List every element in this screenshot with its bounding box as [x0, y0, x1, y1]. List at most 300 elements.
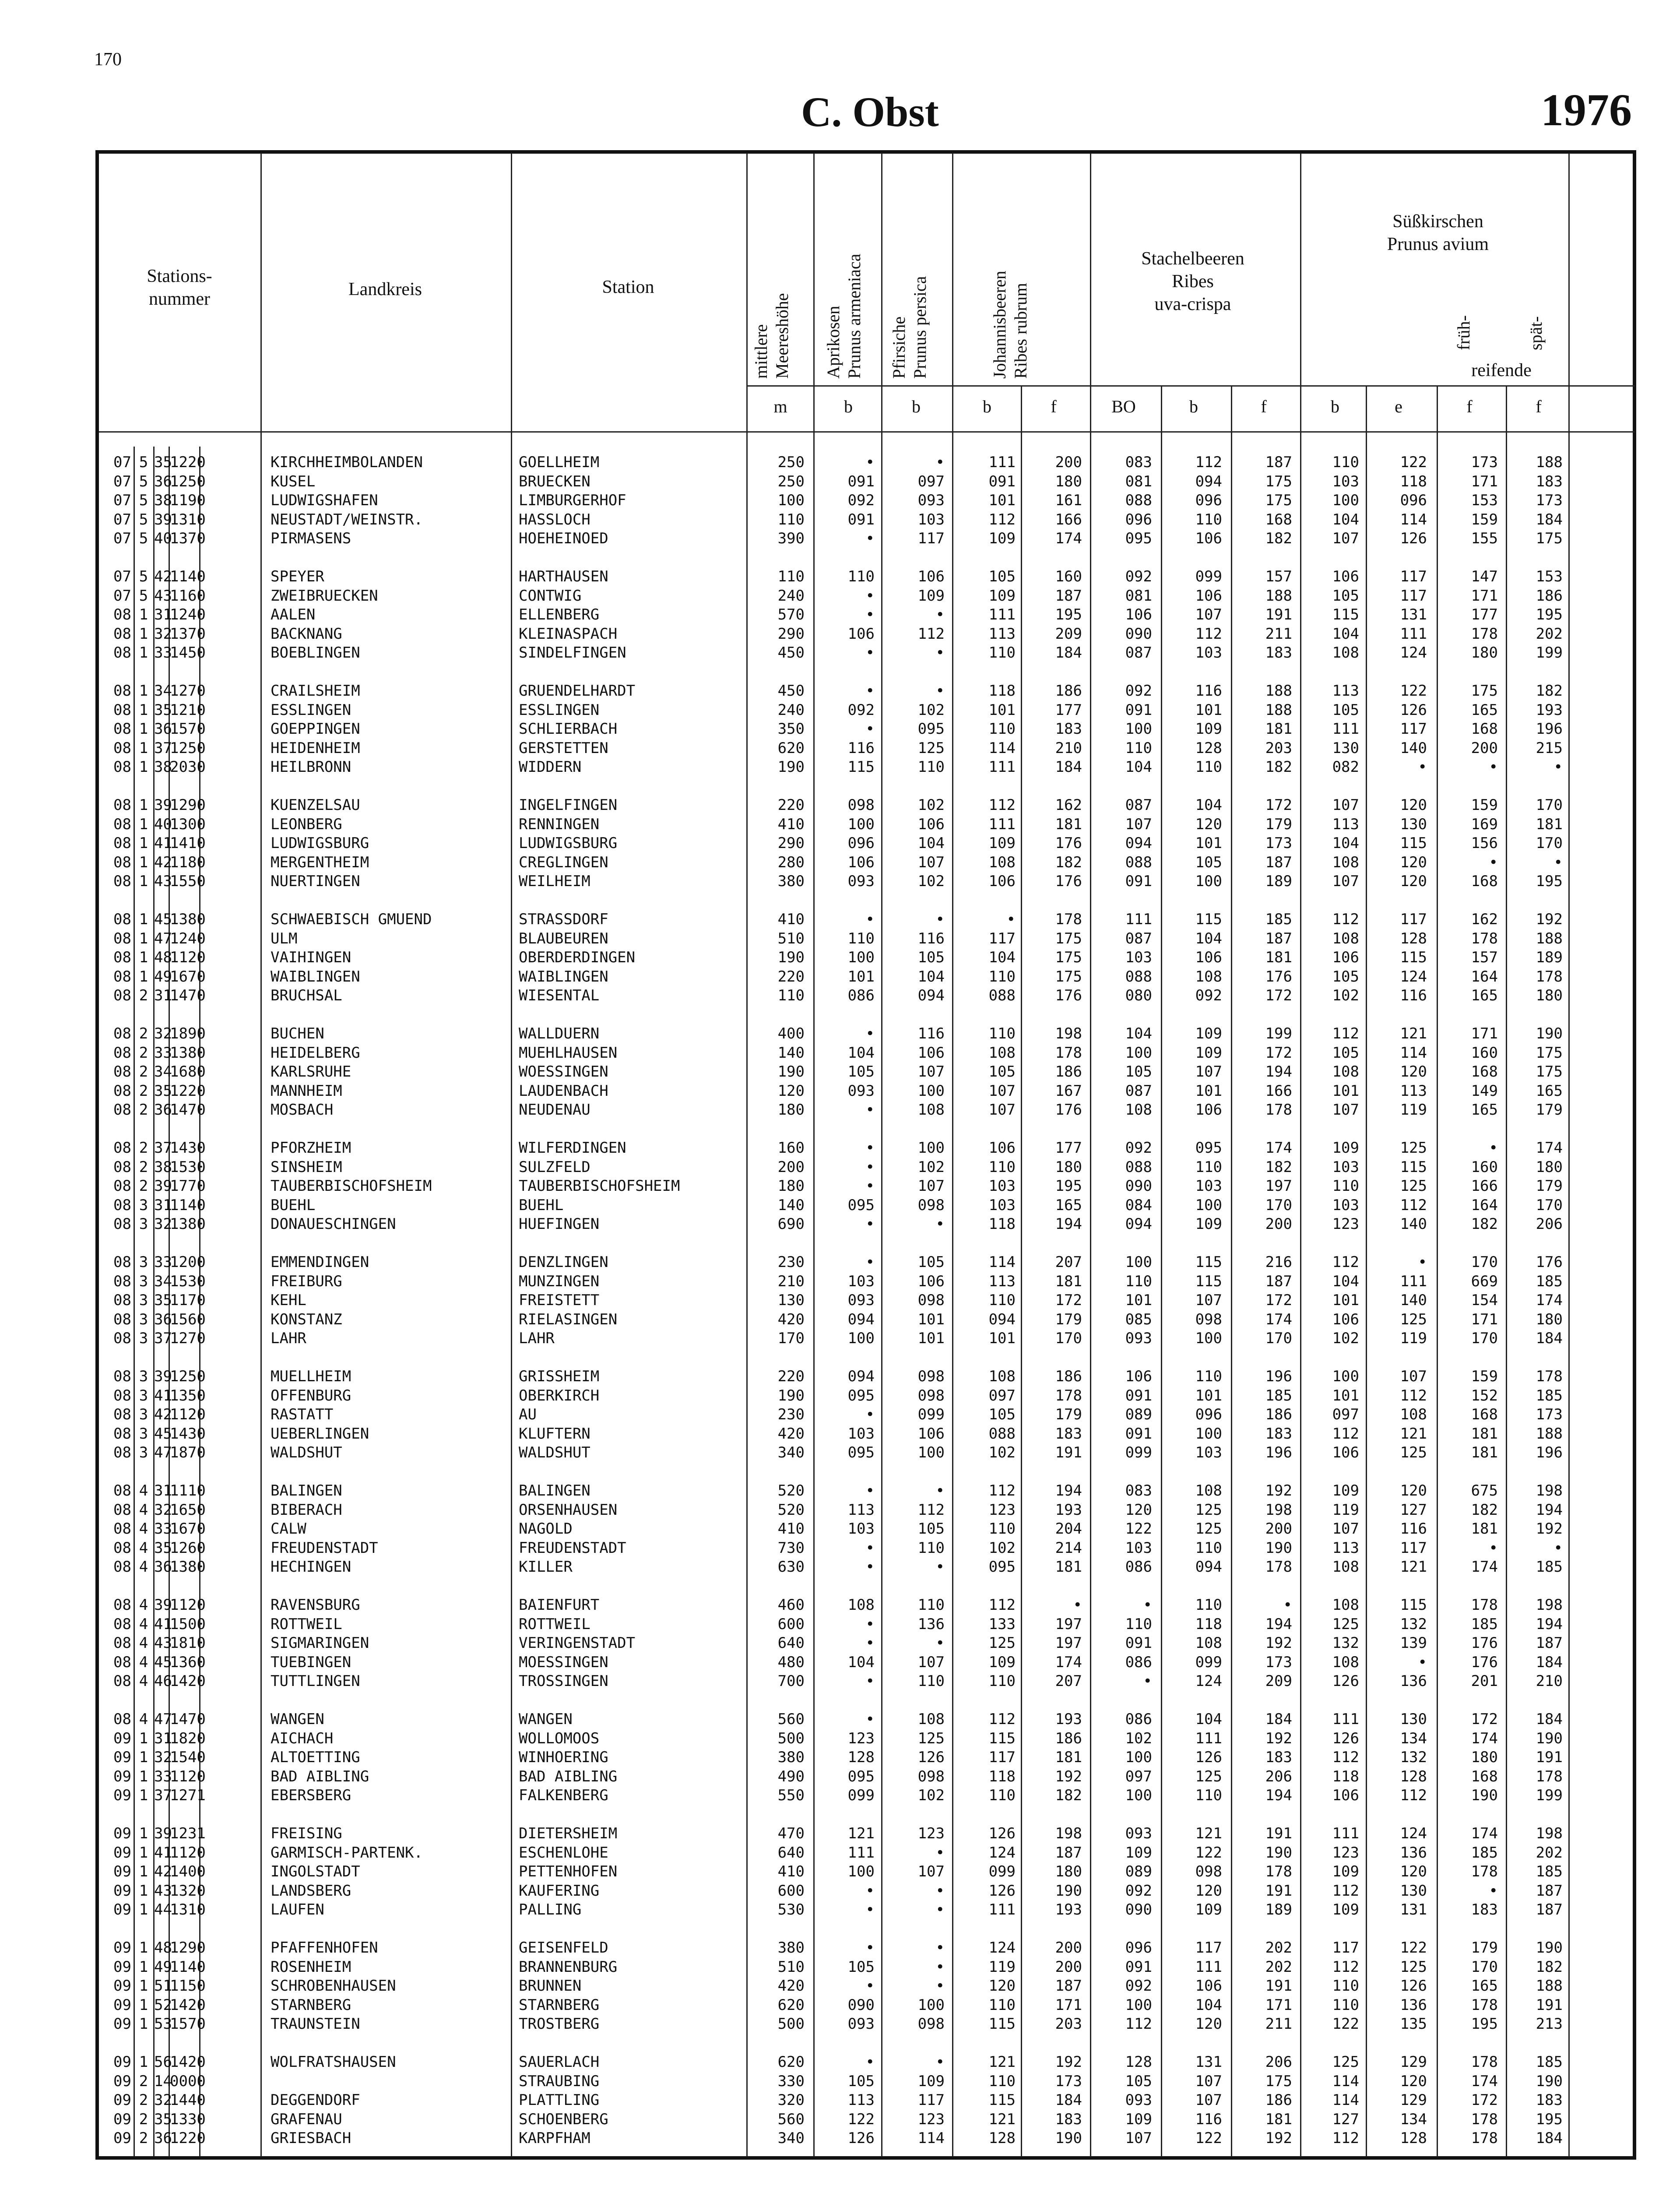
cell-kirschen-b: 127 [1332, 2110, 1359, 2128]
cell-kirschen-e: 125 [1400, 1177, 1427, 1195]
cell-fruehkirschen-f: 178 [1471, 625, 1498, 643]
cell-stachelbeeren-bo: 104 [1125, 758, 1152, 776]
cell-station: WOLLOMOOS [519, 1729, 600, 1747]
cell-nummer: 1360 [170, 1653, 206, 1671]
cell-stachelbeeren-bo: 107 [1125, 815, 1152, 833]
cell-stachelbeeren-f: 182 [1265, 530, 1292, 548]
cell-nummer: 1220 [170, 454, 206, 471]
cell-kirschen-b: 106 [1332, 949, 1359, 967]
cell-landkreis: OFFENBURG [271, 1387, 351, 1404]
cell-pfirsiche: 109 [917, 587, 945, 605]
cell-kreis: 37 [154, 739, 172, 757]
cell-fruehkirschen-f: 178 [1471, 1863, 1498, 1881]
cell-landkreis: BRUCHSAL [271, 987, 342, 1005]
cell-spaetkirschen-f: 185 [1536, 1387, 1563, 1404]
cell-fruehkirschen-f: 178 [1471, 1596, 1498, 1614]
cell-johannisbeeren: 104 [988, 949, 1016, 967]
cell-nummer: 1420 [170, 2053, 206, 2071]
cell-kirschen-b: 113 [1332, 682, 1359, 700]
cell-pfirsiche: 100 [917, 1082, 945, 1100]
cell-johannisbeeren: 117 [988, 1749, 1016, 1767]
cell-aprikosen: • [865, 1253, 875, 1271]
table-row [0, 1615, 1680, 1634]
cell-station: WOESSINGEN [519, 1063, 608, 1081]
cell-johannisbeeren-f: 182 [1055, 853, 1082, 871]
cell-stachelbeeren-b: 105 [1195, 853, 1222, 871]
cell-kreis: 31 [154, 606, 172, 624]
header-stachelbeeren: Stachelbeeren Ribes uva-crispa [1141, 249, 1244, 314]
cell-bezirk: 1 [139, 720, 148, 738]
cell-kreis: 31 [154, 1729, 172, 1747]
cell-johannisbeeren-f: 198 [1055, 1825, 1082, 1842]
cell-landkreis: RASTATT [271, 1406, 334, 1424]
cell-stachelbeeren-f: 185 [1265, 1387, 1292, 1404]
cell-landkreis: FREUDENSTADT [271, 1539, 378, 1557]
cell-kreis: 32 [154, 1749, 172, 1767]
cell-station: KARPFHAM [519, 2129, 590, 2147]
cell-hoehe: 460 [777, 1596, 805, 1614]
cell-kirschen-b: 108 [1332, 853, 1359, 871]
cell-landkreis: PFORZHEIM [271, 1139, 351, 1157]
cell-stachelbeeren-b: 100 [1195, 1425, 1222, 1443]
cell-johannisbeeren: 112 [988, 1710, 1016, 1728]
cell-spaetkirschen-f: 178 [1536, 968, 1563, 985]
cell-stachelbeeren-bo: 105 [1125, 1063, 1152, 1081]
cell-bezirk: 2 [139, 987, 148, 1005]
cell-johannisbeeren: 088 [988, 1425, 1016, 1443]
cell-johannisbeeren: 111 [988, 1901, 1016, 1919]
cell-kirschen-e: 119 [1400, 1101, 1427, 1119]
cell-johannisbeeren-f: 181 [1055, 1272, 1082, 1290]
cell-spaetkirschen-f: 182 [1536, 682, 1563, 700]
cell-bezirk: 2 [139, 1177, 148, 1195]
cell-landkreis: TUEBINGEN [271, 1653, 351, 1671]
cell-johannisbeeren: 114 [988, 1253, 1016, 1271]
cell-bezirk: 3 [139, 1196, 148, 1214]
cell-landkreis: BUCHEN [271, 1025, 324, 1042]
cell-fruehkirschen-f: 190 [1471, 1787, 1498, 1805]
cell-stachelbeeren-bo: 093 [1125, 1330, 1152, 1348]
row-rule [746, 431, 1568, 433]
cell-pfirsiche: 107 [917, 1063, 945, 1081]
cell-spaetkirschen-f: 183 [1536, 2091, 1563, 2109]
cell-johannisbeeren: 111 [988, 606, 1016, 624]
cell-station: MUEHLHAUSEN [519, 1044, 618, 1062]
table-row [0, 472, 1680, 491]
cell-station: SAUERLACH [519, 2053, 600, 2071]
cell-stachelbeeren-b: 128 [1195, 739, 1222, 757]
cell-johannisbeeren: 111 [988, 758, 1016, 776]
cell-landkreis: LUDWIGSBURG [271, 834, 369, 852]
cell-stachelbeeren-bo: 090 [1125, 1177, 1152, 1195]
cell-aprikosen: 091 [847, 510, 875, 528]
cell-spaetkirschen-f: 184 [1536, 1330, 1563, 1348]
cell-kirschen-e: 139 [1400, 1634, 1427, 1652]
cell-aprikosen: 095 [847, 1196, 875, 1214]
cell-johannisbeeren-f: 187 [1055, 587, 1082, 605]
cell-bezirk: 4 [139, 1482, 148, 1499]
page-title: C. Obst [801, 88, 939, 135]
cell-stachelbeeren-f: 178 [1265, 1558, 1292, 1576]
cell-land: 08 [113, 606, 131, 624]
cell-johannisbeeren-f: 165 [1055, 1196, 1082, 1214]
cell-hoehe: 700 [777, 1672, 805, 1690]
table-row [0, 1653, 1680, 1672]
cell-bezirk: 1 [139, 911, 148, 928]
cell-fruehkirschen-f: 174 [1471, 1558, 1498, 1576]
cell-johannisbeeren-f: 184 [1055, 758, 1082, 776]
cell-bezirk: 5 [139, 568, 148, 585]
cell-hoehe: 480 [777, 1653, 805, 1671]
cell-station: GRUENDELHARDT [519, 682, 636, 700]
cell-kirschen-e: 115 [1400, 834, 1427, 852]
cell-spaetkirschen-f: 180 [1536, 987, 1563, 1005]
cell-stachelbeeren-bo: 100 [1125, 1996, 1152, 2014]
cell-stachelbeeren-f: 211 [1265, 625, 1292, 643]
cell-landkreis: KUENZELSAU [271, 796, 360, 814]
cell-kirschen-b: 108 [1332, 644, 1359, 662]
cell-land: 09 [113, 2053, 131, 2071]
cell-kreis: 45 [154, 1653, 172, 1671]
unit-b: b [844, 397, 853, 416]
cell-johannisbeeren-f: 184 [1055, 644, 1082, 662]
table-row [0, 1482, 1680, 1500]
cell-stachelbeeren-b: 111 [1195, 1958, 1222, 1976]
cell-landkreis: WANGEN [271, 1710, 324, 1728]
cell-johannisbeeren: 095 [988, 1558, 1016, 1576]
cell-kirschen-e: 140 [1400, 1215, 1427, 1233]
cell-spaetkirschen-f: 183 [1536, 472, 1563, 490]
cell-spaetkirschen-f: 179 [1536, 1177, 1563, 1195]
cell-kreis: 36 [154, 2129, 172, 2147]
cell-land: 07 [113, 454, 131, 471]
cell-land: 08 [113, 1292, 131, 1309]
table-row [0, 2091, 1680, 2110]
cell-spaetkirschen-f: 192 [1536, 911, 1563, 928]
cell-nummer: 1810 [170, 1634, 206, 1652]
cell-pfirsiche: 101 [917, 1330, 945, 1348]
cell-hoehe: 570 [777, 606, 805, 624]
cell-nummer: 1370 [170, 625, 206, 643]
cell-johannisbeeren: 111 [988, 454, 1016, 471]
cell-hoehe: 110 [777, 987, 805, 1005]
cell-land: 08 [113, 1253, 131, 1271]
cell-johannisbeeren-f: 174 [1055, 530, 1082, 548]
cell-stachelbeeren-b: 096 [1195, 492, 1222, 510]
cell-kirschen-b: 112 [1332, 1749, 1359, 1767]
cell-spaetkirschen-f: 180 [1536, 1310, 1563, 1328]
cell-landkreis: NUERTINGEN [271, 873, 360, 890]
cell-hoehe: 170 [777, 1330, 805, 1348]
table-row [0, 1253, 1680, 1272]
cell-stachelbeeren-bo: • [1143, 1672, 1152, 1690]
cell-station: BLAUBEUREN [519, 929, 608, 947]
cell-johannisbeeren-f: 178 [1055, 911, 1082, 928]
cell-stachelbeeren-b: 110 [1195, 1539, 1222, 1557]
cell-stachelbeeren-bo: 083 [1125, 454, 1152, 471]
cell-pfirsiche: 110 [917, 758, 945, 776]
cell-johannisbeeren-f: 195 [1055, 606, 1082, 624]
cell-spaetkirschen-f: 190 [1536, 1025, 1563, 1042]
cell-land: 08 [113, 796, 131, 814]
cell-spaetkirschen-f: 196 [1536, 720, 1563, 738]
cell-kirschen-e: 121 [1400, 1425, 1427, 1443]
cell-stachelbeeren-b: 099 [1195, 568, 1222, 585]
cell-spaetkirschen-f: 206 [1536, 1215, 1563, 1233]
table-row [0, 1196, 1680, 1215]
cell-kreis: 35 [154, 1539, 172, 1557]
cell-pfirsiche: • [935, 1939, 945, 1957]
cell-station: LIMBURGERHOF [519, 492, 626, 510]
cell-pfirsiche: • [935, 2053, 945, 2071]
cell-station: FREISTETT [519, 1292, 600, 1309]
cell-pfirsiche: 102 [917, 1158, 945, 1176]
cell-hoehe: 290 [777, 625, 805, 643]
cell-stachelbeeren-b: 100 [1195, 873, 1222, 890]
cell-fruehkirschen-f: 174 [1471, 1825, 1498, 1842]
cell-spaetkirschen-f: 184 [1536, 1710, 1563, 1728]
cell-aprikosen: 104 [847, 1044, 875, 1062]
cell-pfirsiche: 097 [917, 472, 945, 490]
cell-kirschen-b: 123 [1332, 1844, 1359, 1862]
cell-stachelbeeren-f: 182 [1265, 1158, 1292, 1176]
unit-f: f [1051, 397, 1057, 416]
cell-fruehkirschen-f: 159 [1471, 796, 1498, 814]
cell-kirschen-e: 132 [1400, 1749, 1427, 1767]
cell-land: 09 [113, 1901, 131, 1919]
cell-stachelbeeren-b: 121 [1195, 1825, 1222, 1842]
cell-fruehkirschen-f: 171 [1471, 1310, 1498, 1328]
cell-fruehkirschen-f: 157 [1471, 949, 1498, 967]
cell-johannisbeeren-f: 194 [1055, 1482, 1082, 1499]
cell-pfirsiche: 102 [917, 796, 945, 814]
cell-johannisbeeren-f: 194 [1055, 1215, 1082, 1233]
cell-stachelbeeren-b: 101 [1195, 701, 1222, 719]
cell-nummer: 1540 [170, 1749, 206, 1767]
cell-kirschen-b: 106 [1332, 1444, 1359, 1462]
cell-landkreis: EMMENDINGEN [271, 1253, 369, 1271]
cell-johannisbeeren-f: 184 [1055, 2091, 1082, 2109]
cell-hoehe: 520 [777, 1501, 805, 1519]
cell-fruehkirschen-f: 200 [1471, 739, 1498, 757]
cell-johannisbeeren: 088 [988, 987, 1016, 1005]
cell-land: 08 [113, 1425, 131, 1443]
cell-johannisbeeren-f: 177 [1055, 1139, 1082, 1157]
cell-kirschen-b: 108 [1332, 1558, 1359, 1576]
cell-stachelbeeren-bo: 087 [1125, 1082, 1152, 1100]
cell-hoehe: 230 [777, 1253, 805, 1271]
cell-kirschen-b: 104 [1332, 625, 1359, 643]
cell-johannisbeeren: 112 [988, 796, 1016, 814]
cell-station: CREGLINGEN [519, 853, 608, 871]
cell-land: 08 [113, 1082, 131, 1100]
cell-stachelbeeren-b: 100 [1195, 1330, 1222, 1348]
cell-kreis: 39 [154, 1177, 172, 1195]
cell-hoehe: 390 [777, 530, 805, 548]
table-row [0, 2015, 1680, 2034]
cell-johannisbeeren: 099 [988, 1863, 1016, 1881]
cell-stachelbeeren-f: 178 [1265, 1863, 1292, 1881]
cell-fruehkirschen-f: 185 [1471, 1615, 1498, 1633]
cell-landkreis: ESSLINGEN [271, 701, 351, 719]
cell-kirschen-e: 126 [1400, 1977, 1427, 1995]
cell-stachelbeeren-f: 191 [1265, 1882, 1292, 1900]
cell-nummer: 1120 [170, 1596, 206, 1614]
cell-kirschen-b: 114 [1332, 2091, 1359, 2109]
cell-spaetkirschen-f: 173 [1536, 492, 1563, 510]
cell-station: GOELLHEIM [519, 454, 600, 471]
cell-aprikosen: 106 [847, 853, 875, 871]
cell-land: 09 [113, 1939, 131, 1957]
cell-spaetkirschen-f: 191 [1536, 1749, 1563, 1767]
cell-aprikosen: • [865, 1539, 875, 1557]
cell-johannisbeeren: 112 [988, 510, 1016, 528]
cell-station: PETTENHOFEN [519, 1863, 618, 1881]
cell-stachelbeeren-bo: 086 [1125, 1710, 1152, 1728]
cell-stachelbeeren-bo: 103 [1125, 949, 1152, 967]
cell-land: 08 [113, 682, 131, 700]
cell-station: WALDSHUT [519, 1444, 590, 1462]
cell-land: 09 [113, 1787, 131, 1805]
cell-nummer: 1310 [170, 1901, 206, 1919]
cell-bezirk: 2 [139, 1082, 148, 1100]
cell-landkreis: ALTOETTING [271, 1749, 360, 1767]
cell-fruehkirschen-f: 178 [1471, 2110, 1498, 2128]
cell-nummer: 1670 [170, 968, 206, 985]
cell-stachelbeeren-b: 098 [1195, 1863, 1222, 1881]
cell-station: BALINGEN [519, 1482, 590, 1499]
cell-hoehe: 340 [777, 1444, 805, 1462]
table-row [0, 510, 1680, 529]
cell-kirschen-b: 132 [1332, 1634, 1359, 1652]
cell-stachelbeeren-bo: 089 [1125, 1406, 1152, 1424]
cell-fruehkirschen-f: 182 [1471, 1215, 1498, 1233]
cell-nummer: 1120 [170, 1767, 206, 1785]
table-row [0, 453, 1680, 472]
cell-nummer: 1200 [170, 1253, 206, 1271]
cell-hoehe: 560 [777, 2110, 805, 2128]
cell-kirschen-b: 112 [1332, 1425, 1359, 1443]
table-row [0, 1900, 1680, 1919]
cell-bezirk: 5 [139, 510, 148, 528]
cell-aprikosen: 086 [847, 987, 875, 1005]
cell-bezirk: 1 [139, 968, 148, 985]
cell-kreis: 44 [154, 1901, 172, 1919]
cell-stachelbeeren-f: 172 [1265, 1292, 1292, 1309]
cell-hoehe: 620 [777, 1996, 805, 2014]
cell-stachelbeeren-b: 110 [1195, 758, 1222, 776]
cell-land: 09 [113, 1882, 131, 1900]
cell-spaetkirschen-f: 195 [1536, 873, 1563, 890]
cell-nummer: 1450 [170, 644, 206, 662]
cell-hoehe: 110 [777, 568, 805, 585]
cell-aprikosen: 110 [847, 929, 875, 947]
cell-nummer: 1180 [170, 853, 206, 871]
cell-bezirk: 1 [139, 1939, 148, 1957]
cell-aprikosen: • [865, 530, 875, 548]
cell-fruehkirschen-f: 173 [1471, 454, 1498, 471]
cell-station: SULZFELD [519, 1158, 590, 1176]
cell-stachelbeeren-f: 172 [1265, 987, 1292, 1005]
unit-b: b [983, 397, 991, 416]
cell-aprikosen: • [865, 587, 875, 605]
cell-bezirk: 1 [139, 1882, 148, 1900]
cell-kirschen-e: 117 [1400, 587, 1427, 605]
cell-kirschen-b: 110 [1332, 1177, 1359, 1195]
cell-landkreis: BACKNANG [271, 625, 342, 643]
cell-hoehe: 340 [777, 2129, 805, 2147]
cell-johannisbeeren-f: 200 [1055, 1958, 1082, 1976]
cell-kirschen-b: 110 [1332, 1977, 1359, 1995]
cell-nummer: 1420 [170, 1996, 206, 2014]
cell-kirschen-e: 140 [1400, 739, 1427, 757]
cell-landkreis: BIBERACH [271, 1501, 342, 1519]
cell-fruehkirschen-f: 149 [1471, 1082, 1498, 1100]
cell-stachelbeeren-f: 192 [1265, 1482, 1292, 1499]
cell-johannisbeeren: 111 [988, 815, 1016, 833]
cell-land: 08 [113, 1272, 131, 1290]
cell-stachelbeeren-f: 170 [1265, 1196, 1292, 1214]
cell-kirschen-e: 130 [1400, 1710, 1427, 1728]
cell-land: 07 [113, 472, 131, 490]
cell-aprikosen: 095 [847, 1387, 875, 1404]
cell-aprikosen: • [865, 1901, 875, 1919]
cell-hoehe: 620 [777, 2053, 805, 2071]
cell-kreis: 43 [154, 1634, 172, 1652]
cell-stachelbeeren-bo: 092 [1125, 1882, 1152, 1900]
cell-kirschen-e: 121 [1400, 1558, 1427, 1576]
cell-aprikosen: 103 [847, 1520, 875, 1538]
cell-stachelbeeren-f: 194 [1265, 1063, 1292, 1081]
cell-bezirk: 1 [139, 1996, 148, 2014]
cell-fruehkirschen-f: 177 [1471, 606, 1498, 624]
cell-johannisbeeren-f: 179 [1055, 1406, 1082, 1424]
cell-pfirsiche: 117 [917, 2091, 945, 2109]
cell-johannisbeeren-f: 175 [1055, 949, 1082, 967]
cell-bezirk: 4 [139, 1653, 148, 1671]
cell-aprikosen: 105 [847, 2072, 875, 2090]
cell-stachelbeeren-b: 110 [1195, 510, 1222, 528]
cell-aprikosen: • [865, 1939, 875, 1957]
cell-spaetkirschen-f: 174 [1536, 1139, 1563, 1157]
cell-kreis: 33 [154, 644, 172, 662]
cell-johannisbeeren-f: 173 [1055, 2072, 1082, 2090]
cell-fruehkirschen-f: 171 [1471, 1025, 1498, 1042]
cell-stachelbeeren-b: 101 [1195, 1387, 1222, 1404]
cell-stachelbeeren-bo: 097 [1125, 1767, 1152, 1785]
cell-hoehe: 120 [777, 1082, 805, 1100]
cell-landkreis: PIRMASENS [271, 530, 351, 548]
cell-stachelbeeren-f: 174 [1265, 1310, 1292, 1328]
cell-fruehkirschen-f: 181 [1471, 1425, 1498, 1443]
cell-aprikosen: 104 [847, 1653, 875, 1671]
cell-hoehe: 690 [777, 1215, 805, 1233]
table-row [0, 491, 1680, 510]
cell-spaetkirschen-f: 215 [1536, 739, 1563, 757]
cell-bezirk: 1 [139, 1844, 148, 1862]
cell-pfirsiche: 107 [917, 1863, 945, 1881]
cell-kirschen-b: 106 [1332, 568, 1359, 585]
table-row [0, 1939, 1680, 1957]
cell-johannisbeeren: 109 [988, 1653, 1016, 1671]
cell-bezirk: 1 [139, 701, 148, 719]
unit-bo: BO [1111, 397, 1136, 416]
table-row [0, 1387, 1680, 1405]
cell-nummer: 1250 [170, 472, 206, 490]
cell-johannisbeeren: 106 [988, 1139, 1016, 1157]
cell-kirschen-e: 117 [1400, 911, 1427, 928]
table-row [0, 1844, 1680, 1862]
